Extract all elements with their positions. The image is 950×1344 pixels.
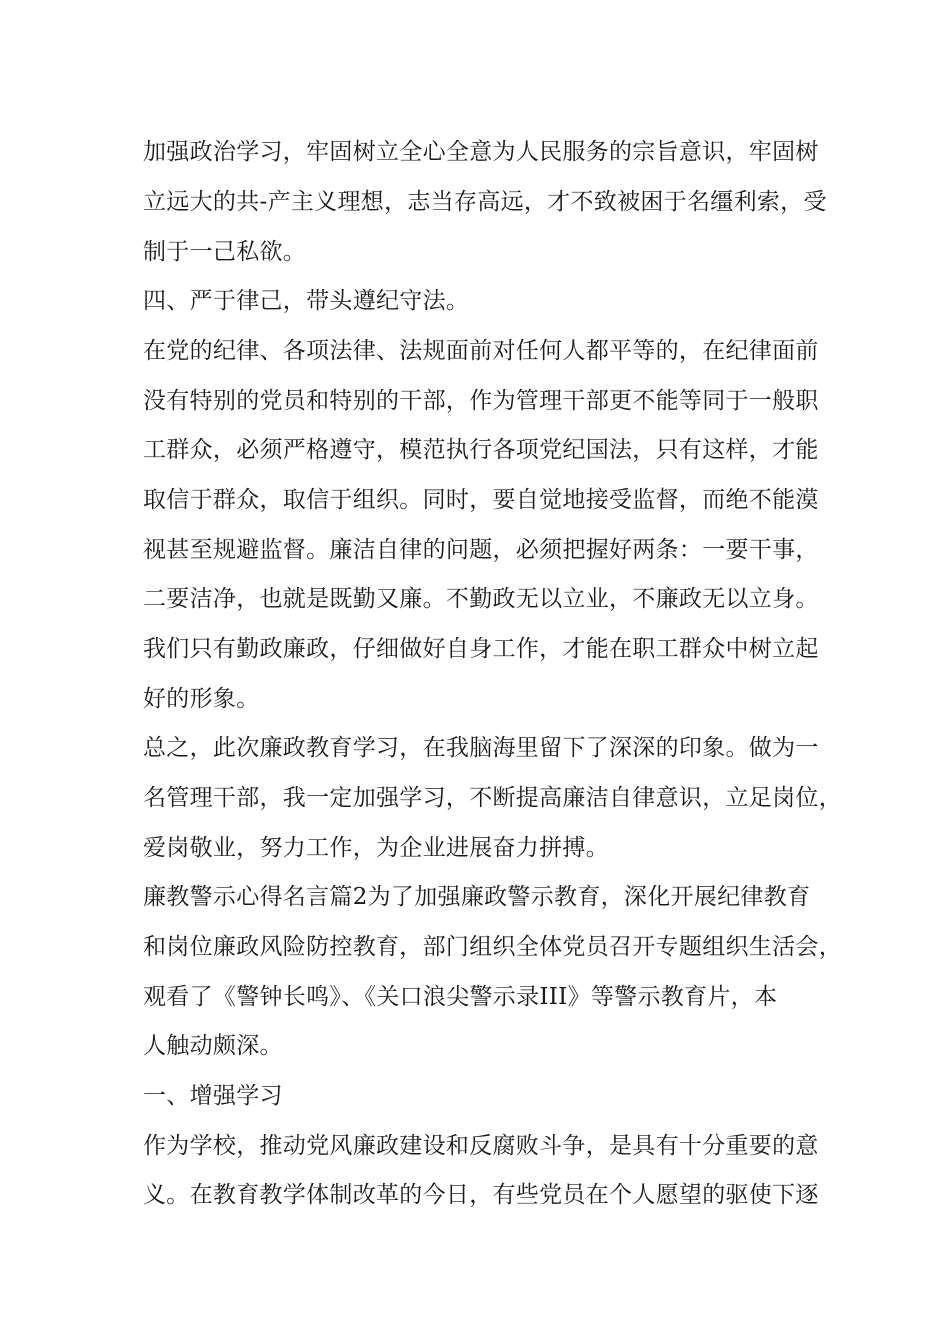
- text-line: 在党的纪律、各项法律、法规面前对任何人都平等的，在纪律面前: [143, 338, 819, 364]
- text-line: 廉教警示心得名言篇2为了加强廉政警示教育，深化开展纪律教育: [143, 884, 811, 910]
- text-line: 作为学校，推动党风廉政建设和反腐败斗争，是具有十分重要的意: [143, 1133, 819, 1159]
- text-line: 我们只有勤政廉政，仔细做好自身工作，才能在职工群众中树立起: [143, 636, 819, 662]
- text-line: 观看了《警钟长鸣》、《关口浪尖警示录III》等警示教育片，本: [143, 984, 778, 1010]
- text-line: 人触动颇深。: [143, 1033, 283, 1059]
- text-line: 加强政治学习，牢固树立全心全意为人民服务的宗旨意识，牢固树: [143, 139, 819, 165]
- text-line: 二要洁净，也就是既勤又廉。不勤政无以立业，不廉政无以立身。: [143, 586, 819, 612]
- text-line: 取信于群众，取信于组织。同时，要自觉地接受监督，而绝不能漠: [143, 487, 819, 513]
- text-line: 制于一己私欲。: [143, 239, 307, 265]
- section-heading: 一、增强学习: [143, 1083, 283, 1109]
- section-heading: 四、严于律己，带头遵纪守法。: [143, 288, 470, 314]
- text-line: 好的形象。: [143, 686, 260, 712]
- text-line: 和岗位廉政风险防控教育，部门组织全体党员召开专题组织生活会，: [143, 934, 842, 960]
- text-line: 爱岗敬业，努力工作，为企业进展奋力拼搏。: [143, 835, 609, 861]
- text-line: 没有特别的党员和特别的干部，作为管理干部更不能等同于一般职: [143, 388, 819, 414]
- text-line: 名管理干部，我一定加强学习，不断提高廉洁自律意识，立足岗位，: [143, 785, 842, 811]
- text-line: 立远大的共-产主义理想，志当存高远，才不致被困于名缰利索，受: [143, 189, 827, 215]
- text-line: 视甚至规避监督。廉洁自律的问题，必须把握好两条：一要干事，: [143, 537, 819, 563]
- text-line: 工群众，必须严格遵守，模范执行各项党纪国法，只有这样，才能: [143, 437, 819, 463]
- text-line: 义。在教育教学体制改革的今日，有些党员在个人愿望的驱使下逐: [143, 1182, 819, 1208]
- text-line: 总之，此次廉政教育学习，在我脑海里留下了深深的印象。做为一: [143, 735, 819, 761]
